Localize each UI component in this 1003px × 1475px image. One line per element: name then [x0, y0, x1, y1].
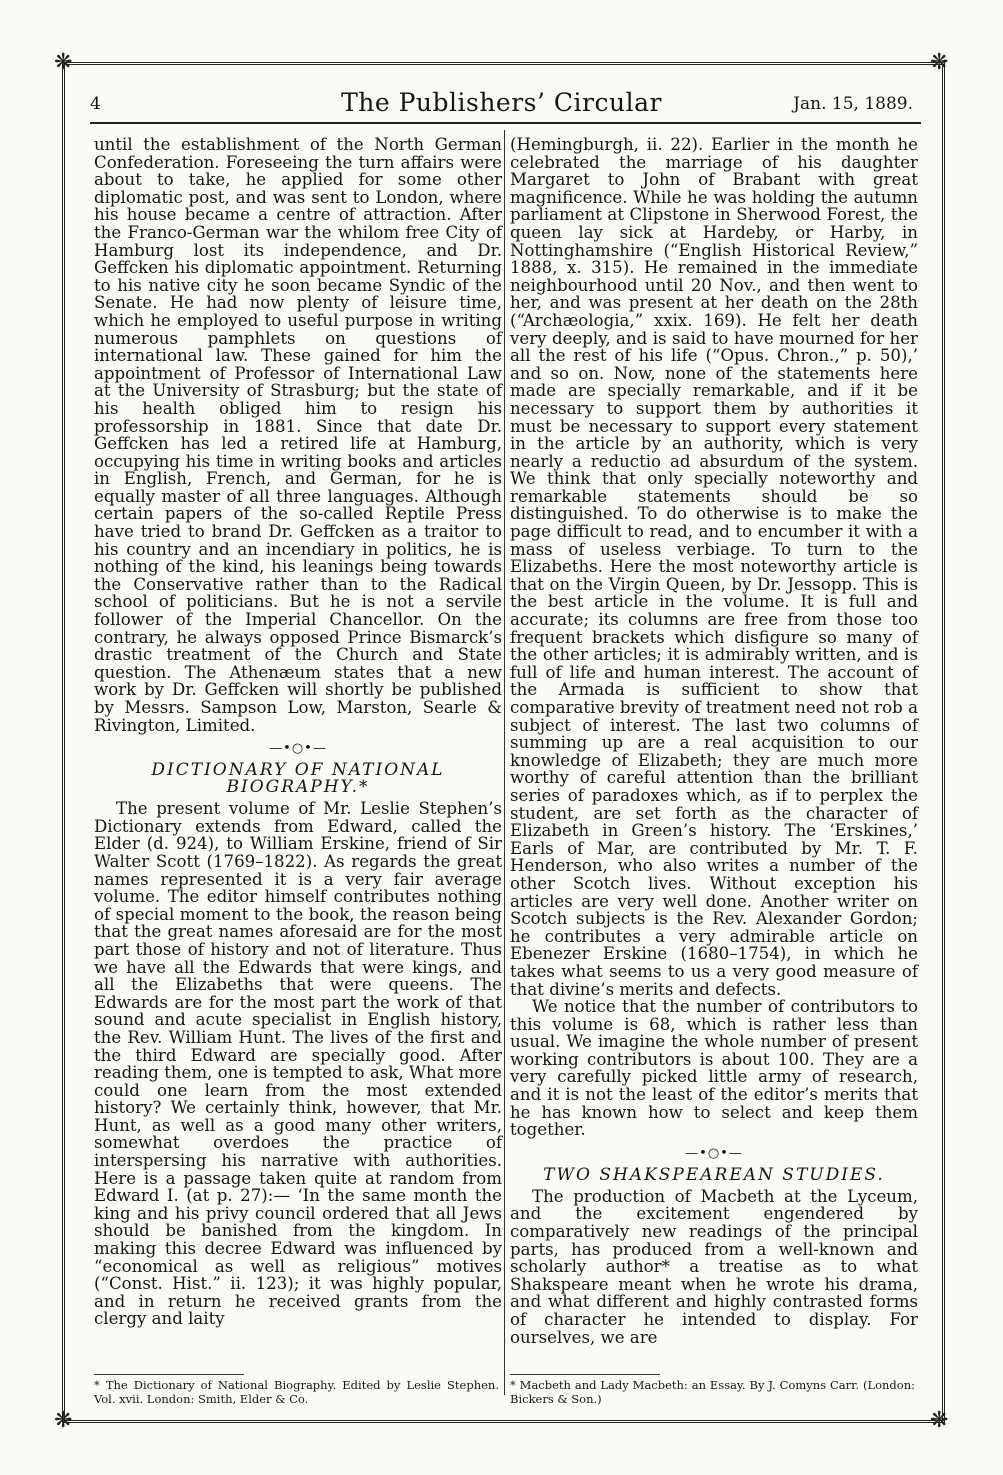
corner-ornament-icon: ❋	[54, 50, 73, 75]
corner-ornament-icon: ❋	[930, 50, 949, 75]
body-paragraph: The present volume of Mr. Leslie Stephen’s Dictionary extends from Edward, called the Elder (d. 924), to William Erskine, friend of Sir Walter Scott (1769–1822). As regards the great names represented it is a very fair average volume. The editor himself contributes nothing of special moment to the book, the reason being that the great names aforesaid are for the most part those of history and not of literature. Thus we have all the Edwards that were kings, and all the Elizabeths that were queens. The Edwards are for the most part the work of that sound and acute specialist in English history, the Rev. William Hunt. The lives of the first and the third Edward are specially good. After reading them, one is tempted to ask, What more could one learn from the most extended history? We certainly think, however, that Mr. Hunt, as well as a good many other writers, somewhat overdoes the practice of interspersing his narrative with authorities. Here is a passage taken quite at random from Edward I. (at p. 27):— ‘In the same month the king and his privy council ordered that all Jews should be banished from the kingdom. In making this decree Edward was influenced by “economical as well as religious” motives (“Const. Hist.” ii. 123); it was highly popular, and in return he received grants from the clergy and laity	[94, 799, 502, 1329]
section-separator: —•○•—	[269, 741, 327, 757]
section-heading: DICTIONARY OF NATIONAL BIOGRAPHY.*	[151, 760, 445, 798]
frame-right-rule	[942, 62, 945, 1423]
corner-ornament-icon: ❋	[930, 1408, 949, 1433]
footnote-right: * Macbeth and Lady Macbeth: an Essay. By J. Comyns Carr. (London: Bickers & Son.)	[510, 1378, 915, 1406]
running-header	[90, 88, 913, 118]
right-column	[510, 136, 918, 1346]
left-column	[94, 136, 502, 1328]
body-paragraph: We notice that the number of contributors to this volume is 68, which is rather less than usual. We imagine the whole number of present working contributors is about 100. They are a very carefully picked little army of research, and it is not the least of the editor’s merits that he has known how to select and keep them together.	[510, 997, 918, 1140]
section-separator: —•○•—	[685, 1145, 743, 1161]
footnote-rule	[510, 1374, 660, 1375]
body-paragraph: (Hemingburgh, ii. 22). Earlier in the month he celebrated the marriage of his daughter Margaret to John of Brabant with great magnificence. While he was holding the autumn parliament at Clipstone in Sherwood Forest, the queen lay sick at Hardeby, or Harby, in Nottinghamshire (“English Historical Review,” 1888, x. 315). He remained in the immediate neighbourhood until 20 Nov., and then went to her, and was present at her death on the 28th (“Archæologia,” xxix. 169). He felt her death very deeply, and is said to have mourned for her all the rest of his life (“Opus. Chron.,” p. 50),’ and so on. Now, none of the statements here made are specially remarkable, and if it be necessary to support them by authorities it must be necessary to support every statement in the article by an authority, which is very nearly a reductio ad absurdum of the system. We think that only specially noteworthy and remarkable statements should be so distinguished. To do otherwise is to make the page difficult to read, and to encumber it with a mass of useless verbiage. To turn to the Elizabeths. Here the most noteworthy article is that on the Virgin Queen, by Dr. Jessopp. This is the best article in the volume. It is full and accurate; its columns are free from those too frequent brackets which disfigure so many of the other articles; it is admirably written, and is full of life and human interest. The account of the Armada is sufficient to show that comparative brevity of treatment need not rob a subject of interest. The last two columns of summing up are a real acquisition to our knowledge of Elizabeth; they are much more worthy of careful attention than the brilliant series of paradoxes which, as if to perplex the student, are set forth as the character of Elizabeth in Green’s history. The ‘Erskines,’ Earls of Mar, are contributed by Mr. T. F. Henderson, who also writes a number of the other Scotch lives. Without exception his articles are very well done. Another writer on Scotch subjects is the Rev. Alexander Gordon; he contributes a very admirable article on Ebenezer Erskine (1680–1754), in which he takes what seems to us a very good measure of that divine’s merits and defects.	[510, 135, 918, 999]
frame-left-rule	[62, 62, 65, 1423]
page-number: 4	[90, 94, 101, 114]
frame-bottom-rule	[62, 1420, 945, 1423]
issue-date: Jan. 15, 1889.	[793, 94, 913, 114]
header-rule	[90, 122, 921, 124]
frame-top-rule	[62, 62, 945, 65]
corner-ornament-icon: ❋	[54, 1408, 73, 1433]
body-paragraph: until the establishment of the North German Confederation. Foreseeing the turn affairs were about to take, he applied for some other diplomatic post, and was sent to London, where his house became a centre of attraction. After the Franco-German war the whilom free City of Hamburg lost its independence, and Dr. Geffcken his diplomatic appointment. Returning to his native city he soon became Syndic of the Senate. He had now plenty of leisure time, which he employed to useful purpose in writing numerous pamphlets on questions of international law. These gained for him the appointment of Professor of International Law at the University of Strasburg; but the state of his health obliged him to resign his professorship in 1881. Since that date Dr. Geffcken has led a retired life at Hamburg, occupying his time in writing books and articles in English, French, and German, for he is equally master of all three languages. Although certain papers of the so-called Reptile Press have tried to brand Dr. Geffcken as a traitor to his country and an incendiary in politics, he is nothing of the kind, his leanings being towards the Conservative rather than to the Radical school of politicians. But he is not a servile follower of the Imperial Chancellor. On the contrary, he always opposed Prince Bismarck’s drastic treatment of the Church and State question. The Athenæum states that a new work by Dr. Geffcken will shortly be published by Messrs. Sampson Low, Marston, Searle & Rivington, Limited.	[94, 135, 502, 735]
footnote-rule	[94, 1374, 244, 1375]
publication-title: The Publishers’ Circular	[341, 88, 662, 117]
section-heading: TWO SHAKSPEAREAN STUDIES.	[543, 1164, 885, 1185]
footnote-left: * The Dictionary of National Biography. Edited by Leslie Stephen. Vol. xvii. London: Smith, Elder & Co.	[94, 1378, 499, 1406]
column-divider	[504, 130, 505, 1395]
body-paragraph: The production of Macbeth at the Lyceum, and the excitement engendered by comparatively new readings of the principal parts, has produced from a well-known and scholarly author* a treatise as to what Shakspeare meant when he wrote his drama, and what different and highly contrasted forms of character he intended to display. For ourselves, we are	[510, 1186, 918, 1347]
